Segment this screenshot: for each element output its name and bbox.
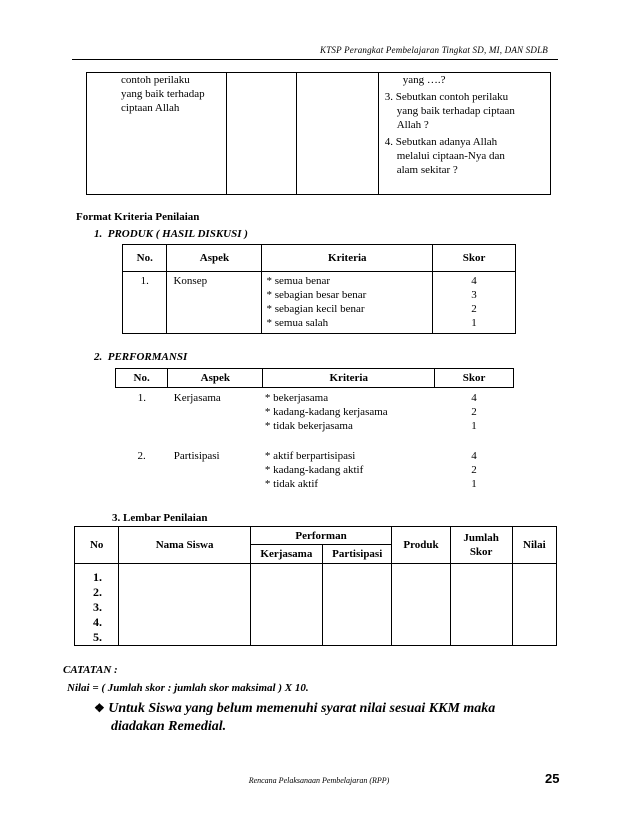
catatan-title: CATATAN : bbox=[63, 664, 118, 676]
lembar-th-nama: Nama Siswa bbox=[119, 527, 250, 564]
continuation-table bbox=[86, 72, 551, 195]
t1-col2 bbox=[226, 73, 296, 195]
perf-th-skor: Skor bbox=[435, 369, 514, 388]
perf-th-no: No. bbox=[116, 369, 168, 388]
produk-th-skor: Skor bbox=[433, 245, 516, 272]
produk-th-aspek: Aspek bbox=[167, 245, 262, 272]
produk-th-no: No. bbox=[123, 245, 167, 272]
remedial-note: ❖ Untuk Siswa yang belum memenuhi syarat nilai sesuai KKM maka diadakan Remedial. bbox=[94, 701, 496, 734]
produk-row: 1. Konsep * semua benar * sebagian besar benar * sebagian kecil benar * semua salah 4 3 2 1 bbox=[123, 272, 516, 334]
produk-table bbox=[122, 244, 516, 334]
perf-row: 2. Partisipasi * aktif berpartisipasi * kadang-kadang aktif * tidak aktif 4 2 1 bbox=[137, 450, 477, 490]
lembar-th-jumlah: Jumlah Skor bbox=[450, 527, 512, 564]
lembar-th-nilai: Nilai bbox=[512, 527, 556, 564]
lembar-heading: 3. Lembar Penilaian bbox=[112, 512, 208, 524]
lembar-th-performan: Performan bbox=[250, 527, 392, 545]
lembar-row: 1. 2. 3. 4. 5. bbox=[75, 564, 557, 646]
performansi-heading: 2. PERFORMANSI bbox=[94, 351, 188, 363]
running-header: KTSP Perangkat Pembelajaran Tingkat SD, MI, DAN SDLB bbox=[320, 45, 548, 55]
diamond-bullet-icon: ❖ bbox=[94, 701, 105, 715]
lembar-th-produk: Produk bbox=[392, 527, 450, 564]
t1-col4: yang ….? 3. Sebutkan contoh perilaku yang baik terhadap ciptaan Allah ? 4. Sebutkan adanya Allah melalui ciptaan-Nya dan alam sekitar ? bbox=[378, 73, 550, 195]
lembar-th-partisipasi: Partisipasi bbox=[323, 545, 392, 564]
performansi-table bbox=[115, 368, 514, 491]
section-title: Format Kriteria Penilaian bbox=[76, 211, 200, 223]
lembar-th-no: No bbox=[75, 527, 119, 564]
perf-th-aspek: Aspek bbox=[168, 369, 263, 388]
t1-col1: contoh perilaku yang baik terhadap ciptaan Allah bbox=[87, 73, 227, 195]
page-number: 25 bbox=[545, 771, 560, 786]
lembar-table bbox=[74, 526, 557, 646]
lembar-th-kerjasama: Kerjasama bbox=[250, 545, 322, 564]
perf-row: 1. Kerjasama * bekerjasama * kadang-kadang kerjasama * tidak bekerjasama 4 2 1 bbox=[116, 388, 514, 434]
nilai-formula: Nilai = ( Jumlah skor : jumlah skor maksimal ) X 10. bbox=[67, 682, 309, 694]
perf-th-kriteria: Kriteria bbox=[263, 369, 435, 388]
header-rule bbox=[72, 59, 558, 60]
footer-text: Rencana Pelaksanaan Pembelajaran (RPP) bbox=[248, 776, 390, 785]
t1-col3 bbox=[296, 73, 378, 195]
produk-th-kriteria: Kriteria bbox=[262, 245, 433, 272]
produk-heading: 1. PRODUK ( HASIL DISKUSI ) bbox=[94, 228, 248, 240]
